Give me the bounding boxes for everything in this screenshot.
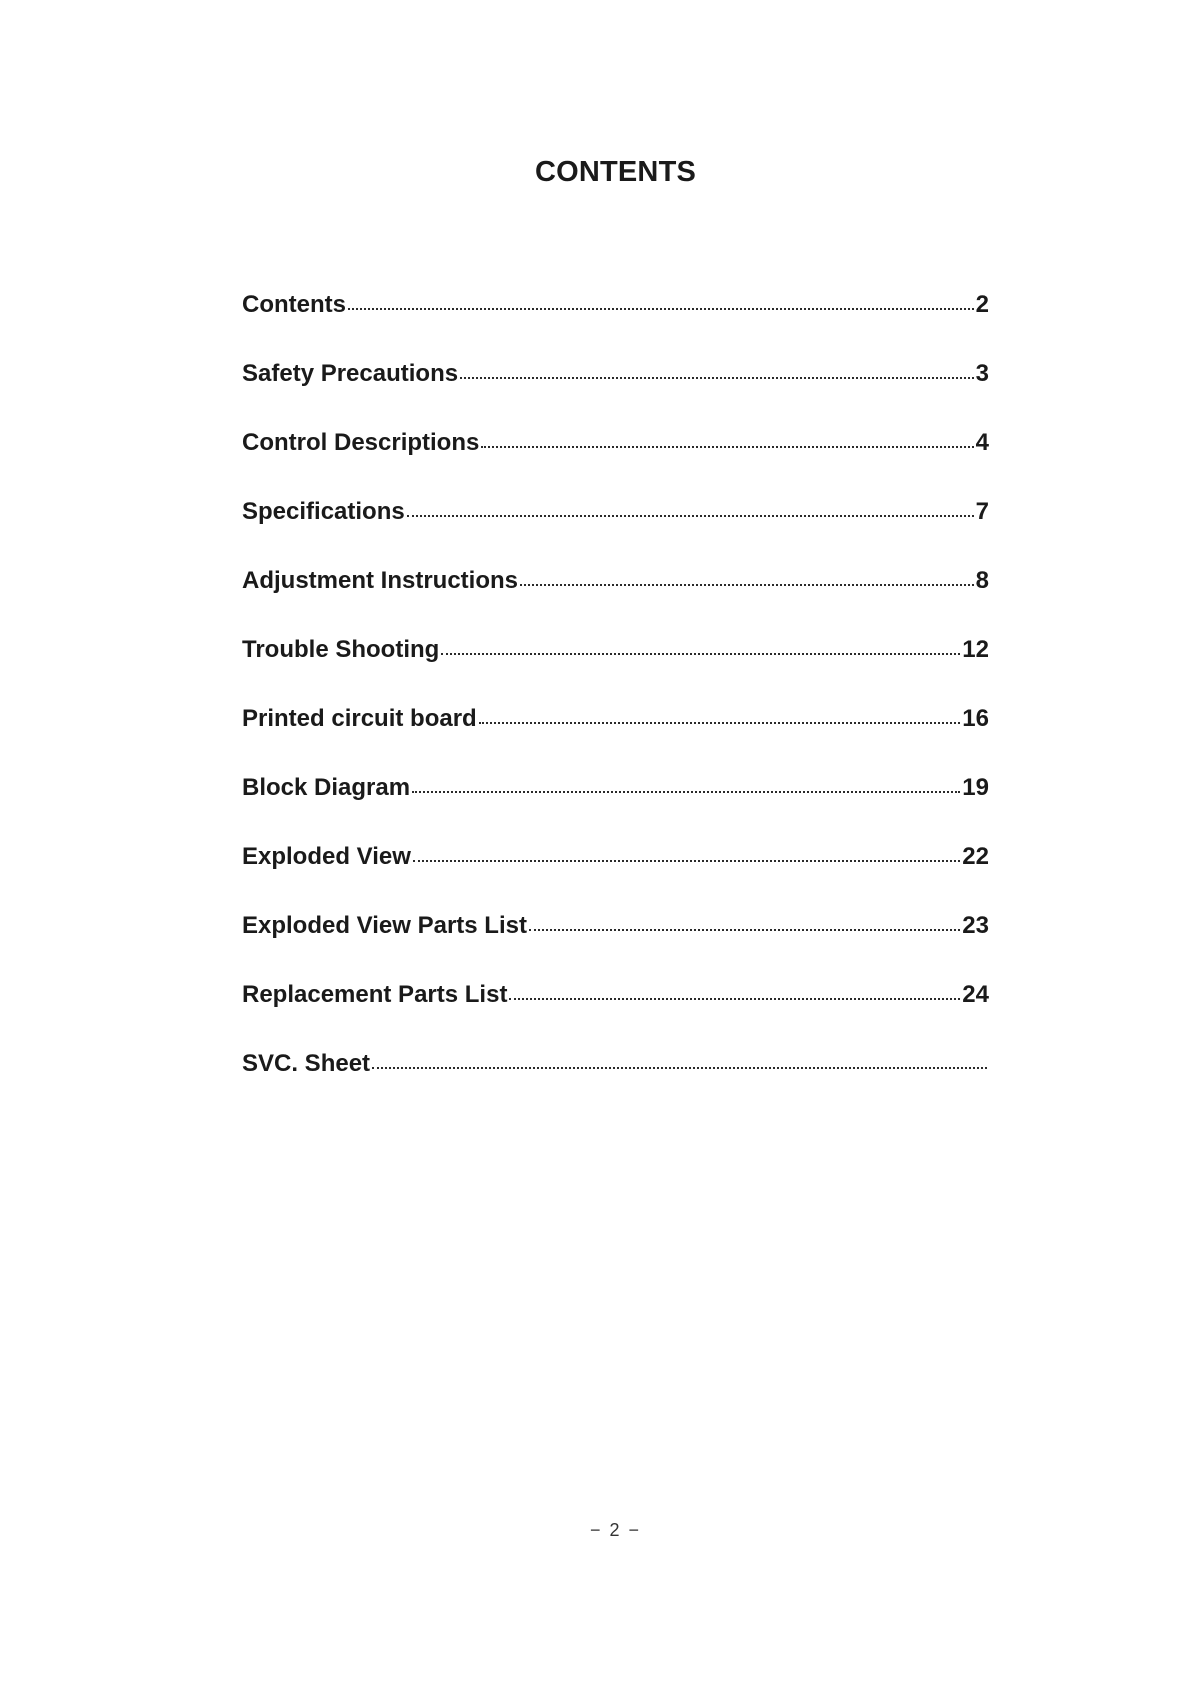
- toc-entry-block-diagram[interactable]: [242, 773, 989, 842]
- toc-entry-label: SVC. Sheet: [242, 1050, 371, 1077]
- dot-leader: [529, 925, 960, 931]
- dot-leader: [441, 649, 960, 655]
- toc-entry-label: Replacement Parts List: [242, 981, 508, 1008]
- toc-entry-label: Specifications: [242, 498, 405, 525]
- toc-entry-label: Printed circuit board: [242, 705, 477, 732]
- dot-leader: [372, 1063, 987, 1069]
- toc-entry-label: Contents: [242, 291, 346, 318]
- toc-entry-page: 24: [962, 981, 989, 1008]
- toc-entry-contents[interactable]: [242, 290, 989, 359]
- toc-entry-label: Safety Precautions: [242, 360, 459, 387]
- toc-entry-label: Exploded View: [242, 843, 411, 870]
- toc-entry-exploded-view-parts-list[interactable]: [242, 911, 989, 980]
- toc-entry-page: 22: [962, 843, 989, 870]
- page-number-footer: − 2 −: [589, 1520, 642, 1540]
- toc-entry-page: 2: [975, 291, 989, 318]
- table-of-contents: [242, 290, 989, 1118]
- dot-leader: [509, 994, 960, 1000]
- dot-leader: [520, 580, 974, 586]
- toc-entry-label: Block Diagram: [242, 774, 411, 801]
- dot-leader: [460, 373, 974, 379]
- toc-entry-page: 16: [962, 705, 989, 732]
- toc-entry-svc-sheet[interactable]: [242, 1049, 989, 1118]
- dot-leader: [481, 442, 973, 448]
- toc-entry-label: Control Descriptions: [242, 429, 480, 456]
- toc-entry-page: 4: [975, 429, 989, 456]
- page-title: CONTENTS: [534, 156, 697, 188]
- toc-entry-trouble-shooting[interactable]: [242, 635, 989, 704]
- dot-leader: [413, 856, 960, 862]
- dot-leader: [407, 511, 974, 517]
- toc-entry-safety-precautions[interactable]: [242, 359, 989, 428]
- toc-entry-label: Adjustment Instructions: [242, 567, 519, 594]
- toc-entry-page: 8: [975, 567, 989, 594]
- toc-entry-specifications[interactable]: [242, 497, 989, 566]
- toc-entry-page: 19: [962, 774, 989, 801]
- dot-leader: [348, 304, 974, 310]
- toc-entry-page: 3: [975, 360, 989, 387]
- toc-entry-adjustment-instructions[interactable]: [242, 566, 989, 635]
- toc-entry-control-descriptions[interactable]: [242, 428, 989, 497]
- toc-entry-page: 12: [962, 636, 989, 663]
- toc-entry-page: 23: [962, 912, 989, 939]
- toc-entry-page: 7: [975, 498, 989, 525]
- toc-entry-label: Exploded View Parts List: [242, 912, 527, 939]
- dot-leader: [412, 787, 960, 793]
- toc-entry-label: Trouble Shooting: [242, 636, 440, 663]
- dot-leader: [479, 718, 961, 724]
- toc-entry-exploded-view[interactable]: [242, 842, 989, 911]
- toc-entry-replacement-parts-list[interactable]: [242, 980, 989, 1049]
- toc-entry-printed-circuit-board[interactable]: [242, 704, 989, 773]
